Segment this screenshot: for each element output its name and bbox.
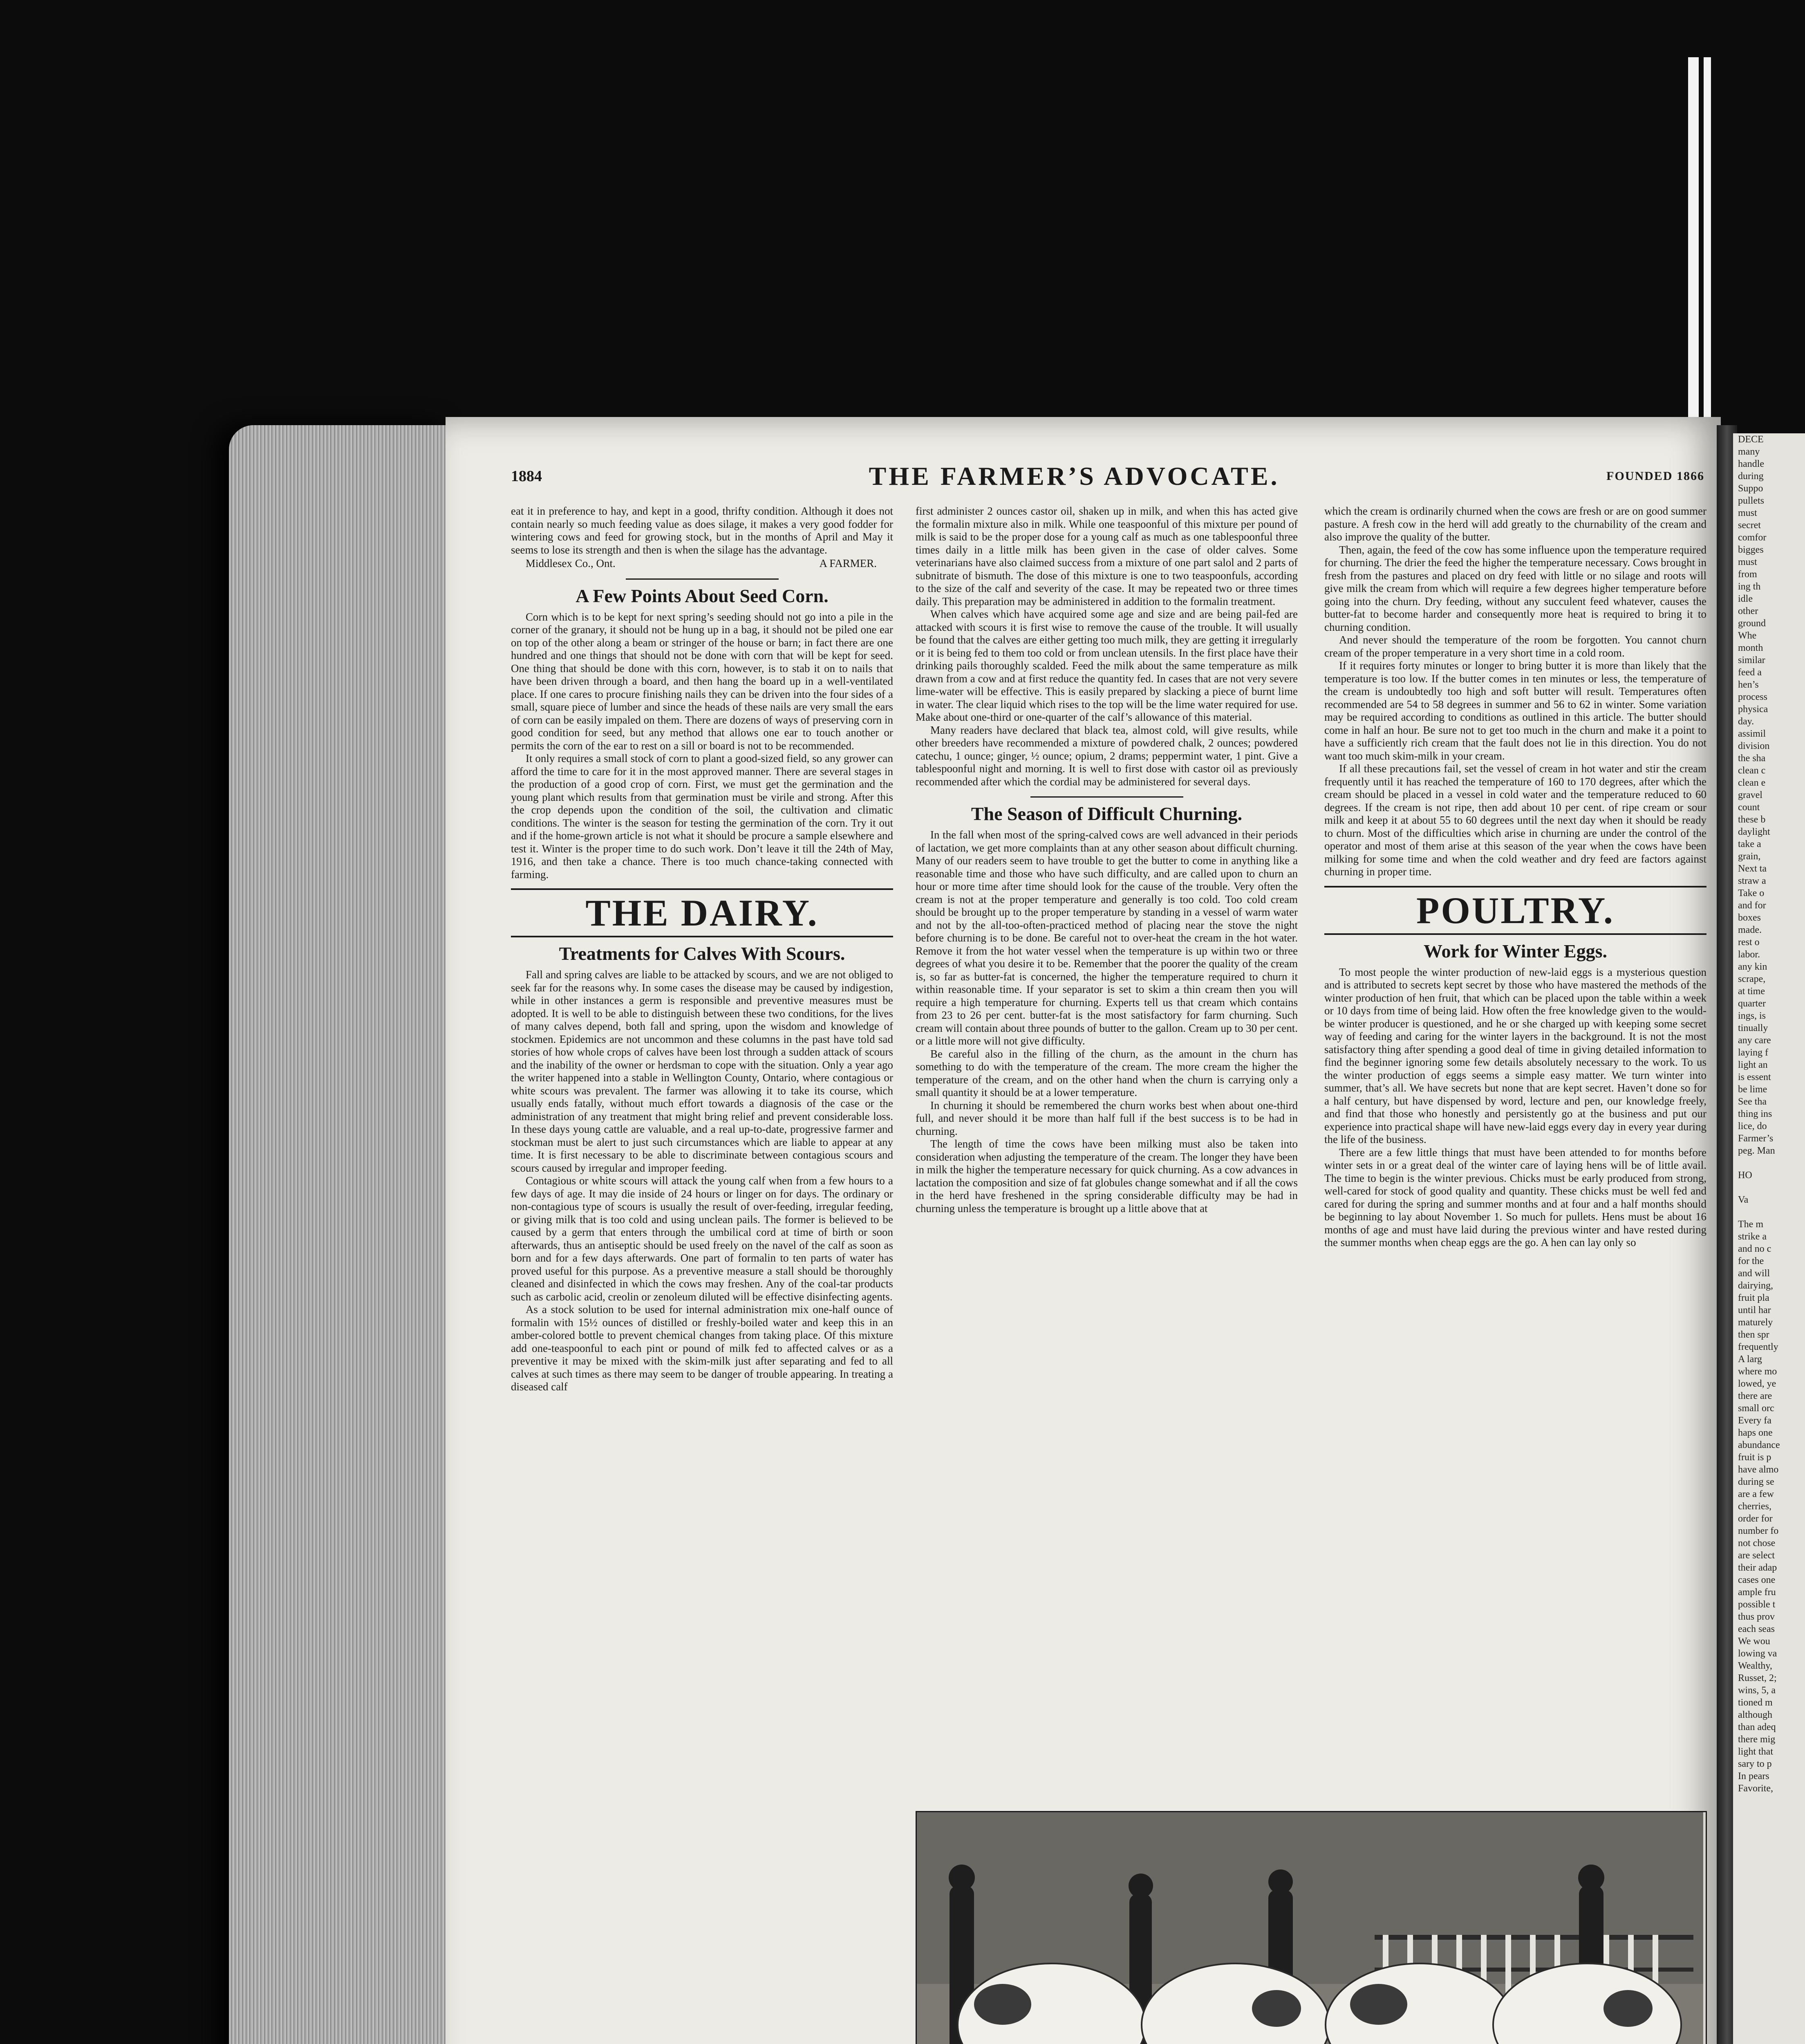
article-title-seed-corn: A Few Points About Seed Corn.: [576, 585, 829, 606]
column-2: [916, 505, 1298, 1805]
section-heading-poultry: POULTRY.: [1324, 886, 1706, 935]
article-title-winter-eggs: Work for Winter Eggs.: [1424, 940, 1607, 961]
paragraph: Contagious or white scours will attack the young calf when from a few hours to a few days of age. It may die inside of 24 hours or linger on for days. The ordinary or non-contagious type of scours is usually the result of over-feeding, irregular feeding, or giving milk that is too cold and using unclean pails. The former is believed to be caused by a germ that enters through the umbilical cord at time of birth or soon afterwards, thus an antiseptic should be used freely on the navel of the calf as soon as born and for a few days afterwards. One part of formalin to ten parts of water has proved useful for this purpose. As a preventive measure a stall should be thoroughly cleaned and disinfected in which the cows may freshen. Any of the coal-tar products such as carbolic acid, creolin or zenoleum diluted will be effective disinfecting agents.: [511, 1174, 893, 1303]
paragraph: which the cream is ordinarily churned when the cows are fresh or are on good summer pasture. A fresh cow in the herd will add greatly to the churnability of the cream and also improve the quality of the butter.: [1324, 505, 1706, 543]
paragraph: When calves which have acquired some age and size and are being pail-fed are attacked with scours it is first wise to remove the cause of the trouble. It will usually be found that the calves are either getting too much milk, they are getting it irregularly or it is being fed to them too cold or from unclean utensils. In the first place have their drinking pails thoroughly scalded. Feed the milk about the same temperature as milk drawn from a cow and at first reduce the quantity fed. In cases that are not very severe lime-water will be effective. This is easily prepared by slacking a piece of burnt lime in water. The clear liquid which rises to the top will be the lime water required for use. Make about one-third or one-quarter of the calf’s allowance of this material.: [916, 608, 1298, 723]
paragraph: In the fall when most of the spring-calved cows are well advanced in their periods of lactation, we get more complaints than at any other season about difficult churning. Many of our readers seem to have trouble to get the butter to come in anything like a reasonable time and those who have such difficulty, and are called upon to churn an hour or more time after time should look for the cause of the trouble. Very often the cream is not at the proper temperature and generally is too cold. Too cold cream should be brought up to the proper temperature by standing in a vessel of warm water and not by the all-too-often-practiced method of placing near the stove the night before churning is to be done. Be careful not to over-heat the cream in the hot water. Remove it from the hot water vessel when the temperature is up within two or three degrees of what you desire it to be. Remember that the poorer the quality of the cream is, so far as butter-fat is concerned, the higher the temperature required to churn it within reasonable time. If your separator is set to skim a thin cream then you will require a high temperature for churning. Experts tell us that cream which contains from 23 to 26 per cent. butter-fat is the most satisfactory for farm churning. Such cream will contain about three pounds of butter to the gallon. Cream up to 30 per cent. or a little more will not give difficulty.: [916, 829, 1298, 1047]
paragraph: And never should the temperature of the room be forgotten. You cannot churn cream of the proper temperature in a very short time in a cold room.: [1324, 634, 1706, 659]
publication-title: THE FARMER’S ADVOCATE.: [869, 462, 1280, 491]
paragraph: Many readers have declared that black tea, almost cold, will give results, while other breeders have recommended a mixture of powdered chalk, 2 ounces; powdered catechu, 1 ounce; ginger, ½ ounce; opium, 2 drams; peppermint water, 1 pint. Give a tablespoonful night and morning. It is well to first dose with castor oil as previously recommended after which the cordial may be administered for several days.: [916, 724, 1298, 788]
paragraph: Then, again, the feed of the cow has some influence upon the temperature required for churning. The drier the feed the higher the temperature necessary. Cows brought in fresh from the pastures and placed on dry feed with little or no silage and roots will give milk the cream from which will require a few degrees higher temperature before going into the churn. Dry feeding, without any succulent feed whatever, causes the butter-fat to become harder and consequently more heat is required to bring it to churning condition.: [1324, 543, 1706, 633]
facing-page-text: DECE many handle during Suppo pullets must secret comfor bigges must from ing th idle other ground Whe month similar feed a hen’s process physica day. assimil division the sha clean c clean e gravel count these b daylight take a grain, Next ta straw a Take o and for boxes made. rest o labor. any kin scrape, at time quarter ings, is tinually any care laying f light an is essent be lime See tha thing ins lice, do Farmer’s peg. Man HO Va The m strike a and no c for the and will dairying, fruit pla until har maturely then spr frequently A larg where mo lowed, ye there are small orc Every fa haps one abundance fruit is p have almo during se are a few cherries, order for number fo not chose are select their adap cases one ample fru possible t thus prov each seas We wou lowing va Wealthy, Russet, 2; wins, 5, a tioned m although than adeq there mig light that sary to p In pears Favorite,: [1738, 434, 1780, 1794]
paragraph: Fall and spring calves are liable to be attacked by scours, and we are not obliged to seek far for the reasons why. In some cases the disease may be caused by indigestion, while in other instances a germ is responsible and preventive measures must be adopted. It is well to be able to distinguish between these two conditions, for the lives of many calves depend, both fall and spring, upon the wisdom and knowledge of stockmen. Epidemics are not uncommon and these columns in the past have told sad stories of how whole crops of calves have been lost through a sudden attack of scours and the inability of the owner or herdsman to cope with the situation. Only a year ago the writer happened into a stable in Wellington County, Ontario, where contagious or white scours was prevalent. The farmer was allowing it to take its course, which usually ends fatally, without much effort towards a diagnosis of the case or the administration of any treatment that might bring relief and prevent considerable loss. In these days young cattle are valuable, and a real up-to-date, progressive farmer and stockman must be alert to just such circumstances which are liable to appear at any time. It is first necessary to be able to discriminate between contagious scours and scours caused by irregular and improper feeding.: [511, 968, 893, 1174]
signature: [511, 557, 893, 570]
book-page-edges: [229, 425, 450, 2044]
paragraph: As a stock solution to be used for internal administration mix one-half ounce of formalin with 15½ ounces of distilled or freshly-boiled water and keep this in an amber-colored bottle to prevent chemical changes from taking place. Of this mixture add one-teaspoonful to each pint or pound of milk fed to affected calves or as a preventive it may be mixed with the skim-milk just after separating and fed to all calves at such times as there may seem to be danger of trouble appearing. In treating a diseased calf: [511, 1303, 893, 1393]
column-1: [511, 505, 893, 2044]
light-bar-top-1: [1688, 57, 1699, 458]
section-heading-dairy: THE DAIRY.: [511, 888, 893, 937]
paragraph: It only requires a small stock of corn to plant a good-sized field, so any grower can afford the time to care for it in the most approved manner. There are several stages in the production of a good crop of corn. First, we must get the germination and the young plant which results from that germination must be virile and strong. After this the crop depends upon the condition of the soil, the cultivation and climatic conditions. The winter is the season for testing the germination of the corn. Try it out and if the home-grown article is not what it should be procure a sample elsewhere and test it. Winter is the proper time to do such work. Don’t leave it till the 24th of May, 1916, and then take a chance. There is too much chance-taking connected with farming.: [511, 752, 893, 881]
signature-name: A FARMER.: [819, 557, 877, 569]
paragraph: There are a few little things that must have been attended to for months before winter sets in or a great deal of the winter care of laying hens will be of little avail. The time to begin is the winter previous. Chicks must be early produced from strong, well-cared for stock of good quality and quantity. These chicks must be well fed and cared for during the spring and summer months and at four and a half months should be beginning to lay about November 1. So much for pullets. Hens must be about 16 months of age and must have laid during the previous winter and have rested during the summer months when cheap eggs are the go. A hen can lay only so: [1324, 1146, 1706, 1248]
paragraph: first administer 2 ounces castor oil, shaken up in milk, and when this has acted give the formalin mixture also in milk. While one teaspoonful of this mixture per pound of milk is said to be the proper dose for a young calf as much as one tablespoonful three times daily in a little milk has been given in the case of older calves. Some veterinarians have also claimed success from a mixture of one part salol and 2 parts of subnitrate of bismuth. The dose of this mixture is one to two teaspoonfuls, according to the size of the calf and severity of the case. It may be repeated two or three times daily. This preparation may be administered in addition to the formalin treatment.: [916, 505, 1298, 607]
column-3: [1324, 505, 1706, 1805]
facing-page-fragment: [1733, 433, 1805, 2044]
page-number: 1884: [511, 468, 542, 485]
divider: [626, 578, 779, 580]
paragraph: In churning it should be remembered the churn works best when about one-third full, and never should it be more than half full if the best success is to be had in churning.: [916, 1099, 1298, 1137]
light-bar-top-2: [1704, 57, 1711, 458]
photo-ayrshire-bulls: [916, 1811, 1707, 2044]
founded-note: FOUNDED 1866: [1606, 469, 1704, 483]
paragraph: The length of time the cows have been milking must also be taken into consideration when adjusting the temperature of the cream. The longer they have been in milk the higher the temperature necessary for quick churning. As a cow advances in lactation the composition and size of fat globules change somewhat and if all the cows in the herd have freshened in the spring considerable difficulty may be had in churning unless the temperature is brought up a little above that at: [916, 1138, 1298, 1215]
paragraph: Corn which is to be kept for next spring’s seeding should not go into a pile in the corner of the granary, it should not be hung up in a bag, it should not be piled one ear on top of the other along a beam or stringer of the house or barn; in fact there are one hundred and one things that should not be done with corn that will be kept for seed. One thing that should be done with this corn, however, is to stab it on to nails that have been driven through a board, and then hang the board up in a well-ventilated place. If one cares to procure finishing nails they can be driven into the four sides of a small, square piece of lumber and since the heads of these nails are very small the ears of corn can be easily impaled on them. There are dozens of ways of preserving corn in good condition for seed, but any method that allows one ear to touch another or permits the corn of the ear to rest on a sill or board is not to be recommended.: [511, 610, 893, 752]
page-header: [511, 462, 1704, 491]
paragraph: If it requires forty minutes or longer to bring butter it is more than likely that the temperature is too low. If the butter comes in ten minutes or less, the temperature of the cream is undoubtedly too high and soft butter will result. Temperatures often recommended are 54 to 58 degrees in summer and 56 to 62 in winter. Some variation may be required according to conditions as outlined in this article. The butter should come in half an hour. Be sure not to get too much in the churn and make it a point to have a sufficiently rich cream that the fault does not lie in this direction. You do not want too much skim-milk in your cream.: [1324, 659, 1706, 762]
article-title-scours: Treatments for Calves With Scours.: [559, 943, 845, 964]
signature-place: Middlesex Co., Ont.: [526, 557, 616, 569]
paragraph: If all these precautions fail, set the vessel of cream in hot water and stir the cream frequently until it has reached the temperature of 160 to 170 degrees, after which the cream should be placed in a vessel in cold water and the temperature reduced to 60 degrees. If the cream is not ripe, then add about 10 per cent. of ripe cream or sour milk and keep it at about 55 to 60 degrees until the next day when it should be ready to churn. Most of the difficulties which arise in churning are under the control of the operator and most of them arise at this season of the year when the cows have been milking for some time and when the cold weather and dry feed are factors against churning in proper time.: [1324, 762, 1706, 878]
divider: [1030, 796, 1183, 798]
paragraph: Be careful also in the filling of the churn, as the amount in the churn has something to do with the temperature of the cream. The more cream the higher the temperature of the cream, and on the other hand when the churn is carrying only a small quantity it should be at a lower temperature.: [916, 1047, 1298, 1098]
paragraph: To most people the winter production of new-laid eggs is a mysterious question and is attributed to secrets kept secret by those who have mastered the methods of the winter production of hen fruit, that which can be placed upon the table within a week or 10 days from time of being laid. How often the free knowledge given to the would-be winter producer is questioned, and he or she charged up with keeping some secret way of feeding and caring for the winter layers in the background. It is not the most satisfactory thing after spending a good deal of time in giving detailed information to find the beginner ignoring some few details absolutely necessary to the work. To us the winter production of eggs seems a simple easy matter. We turn winter into summer, that’s all. We have secrets but none that are kept secret. Haven’t done so for a half century, but have dispensed by word, lecture and pen, our knowledge freely, and find that those who honestly and persistently go at the business and put our experience into practical shape will have new-laid eggs every day in every year during the life of the business.: [1324, 966, 1706, 1145]
article-title-churning: The Season of Difficult Churning.: [971, 803, 1243, 824]
paragraph: eat it in preference to hay, and kept in a good, thrifty condition. Although it does not contain nearly so much feeding value as does silage, it makes a very good fodder for wintering cows and feed for growing stock, but in the months of April and May it seems to lose its strength and then is when the silage has the advantage.: [511, 505, 893, 556]
bulls-photo-illustration: [917, 1812, 1703, 2044]
